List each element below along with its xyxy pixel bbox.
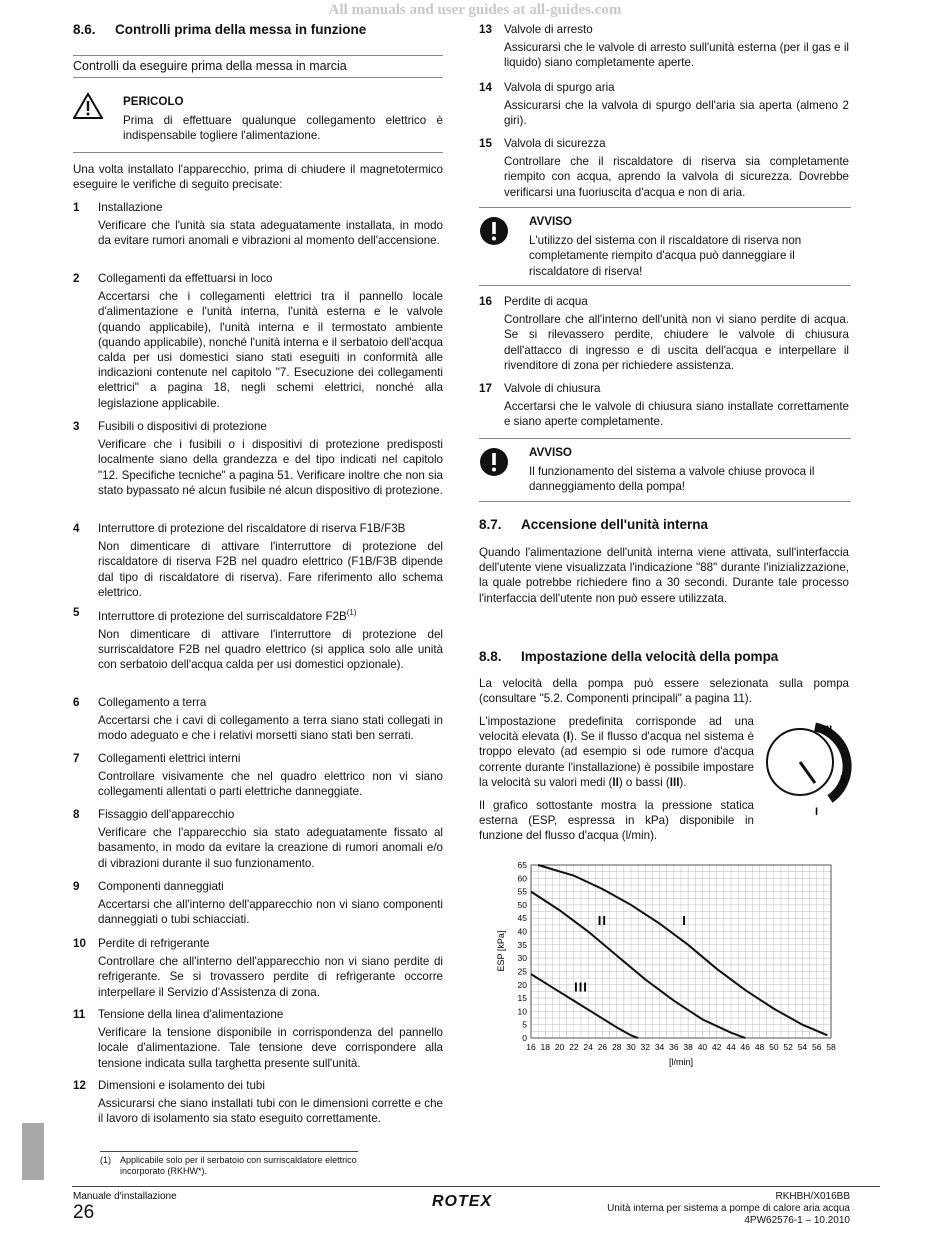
item-body: Accertarsi che le valvole di chiusura siano installate correttamente e siano aperte completamente. [504,400,849,429]
footnote-mark: (1) [100,1155,111,1165]
exclamation-icon [479,216,509,246]
y-tick-label: 45 [517,913,527,924]
y-tick-label: 20 [517,979,527,990]
x-tick-labels [526,1042,836,1052]
x-tick-label: 22 [569,1042,579,1052]
item-title [98,879,443,894]
x-tick-label: 28 [611,1042,622,1052]
speed-label: II [612,775,619,789]
x-tick-label: 20 [554,1042,565,1052]
x-tick-label: 38 [683,1042,693,1052]
item-title-text: Interruttore di protezione del surriscaldatore F2B [98,609,347,623]
item-body: Accertarsi che i cavi di collegamento a terra siano stati collegati in modo adeguato e che i relativi morsetti siano stati ben serrati. [98,714,443,743]
y-tick-label: 60 [517,873,527,884]
x-tick-label: 24 [583,1042,593,1052]
item-title-text: Valvola di sicurezza [504,137,606,150]
item-number: 3 [73,420,80,433]
section-87-body: Quando l'alimentazione dell'unità interna viene attivata, sull'interfaccia dell'utente viene visualizzata l'indicazione "88" durante l'inizializzazione, la quale potrebbe richiedere fino a 30 secondi. Durante tale processo l'interfaccia dell'utente non può essere utilizzata. [479,546,849,605]
item-title [504,381,849,396]
notice-text: Il funzionamento del sistema a valvole chiuse provoca il danneggiamento della pompa! [529,465,815,494]
y-tick-label: 50 [517,899,527,910]
item-number: 14 [479,81,492,94]
section-heading-8-6 [73,22,443,37]
x-tick-label: 30 [626,1042,636,1052]
item-number: 16 [479,295,492,308]
footer-rule [72,1186,880,1187]
y-axis-label: ESP [kPa] [496,930,506,972]
item-title-text: Tensione della linea d'alimentazione [98,1008,284,1021]
item-title-text: Collegamenti elettrici interni [98,752,241,765]
item-number: 7 [73,752,80,765]
item-number: 10 [73,937,86,950]
item-title [98,1078,443,1093]
dial-label-ii: II [840,774,847,786]
item-title [98,751,443,766]
item-body: Non dimenticare di attivare l'interruttore di protezione del surriscaldatore F2B nel quadro elettrico (si applica solo alle unità con serbatoio dell'acqua calda per usi domestici opzionale). [98,628,443,672]
x-tick-label: 48 [754,1042,765,1052]
item-body: Controllare visivamente che nel quadro elettrico non vi siano collegamenti allentati o parti elettriche danneggiate. [98,770,443,799]
x-tick-label: 52 [783,1042,793,1052]
item-number: 17 [479,382,492,395]
x-tick-label: 50 [769,1042,779,1052]
y-tick-label: 15 [517,993,527,1004]
checklist-item [479,80,849,129]
document-description: Unità interna per sistema a pompe di calore aria acqua [607,1203,850,1214]
x-tick-label: 34 [654,1042,665,1052]
item-number: 13 [479,23,492,36]
pump-speed-dial-icon [760,715,860,820]
section-title: Impostazione della velocità della pompa [521,649,779,664]
item-title-text: Valvole di chiusura [504,382,601,395]
item-title [98,936,443,951]
checklist-item [73,695,443,744]
item-number: 12 [73,1079,86,1092]
item-body: Assicurarsi che la valvola di spurgo dell'aria sia aperta (almeno 2 giri). [504,99,849,128]
footnote-rule [100,1151,358,1152]
item-title-text: Fissaggio dell'apparecchio [98,808,235,821]
item-title-text: Perdite di refrigerante [98,937,210,950]
series-label-ii: II [597,912,608,928]
dial-label-i: I [815,806,819,818]
esp-flow-chart [493,855,843,1075]
x-axis-label: [l/min] [668,1057,694,1067]
x-tick-label: 18 [540,1042,551,1052]
exclamation-icon [479,447,509,477]
item-title [98,695,443,710]
x-tick-label: 36 [669,1042,679,1052]
dial-label-iii: III [823,724,833,736]
checklist-item [479,136,849,200]
y-tick-label: 65 [517,860,527,870]
checklist-item [73,751,443,800]
item-title [98,807,443,822]
item-body: Controllare che all'interno dell'unità non vi siano perdite di acqua. Se si rilevassero perdite, chiudere le valvole di chiusura dell'attacco di ingresso e di uscita dell'acqua e interpellare il rivenditore di zona per richiedere assistenza. [504,313,849,372]
series-line-i [538,865,827,1035]
checklist-item [73,1078,443,1127]
warning-triangle-icon [73,92,103,120]
x-tick-label: 56 [811,1042,822,1052]
y-tick-label: 55 [517,886,527,897]
footnote-text: Applicabile solo per il serbatoio con surriscaldatore elettrico incorporato (RKHW*). [120,1155,357,1176]
checklist-item [479,294,849,373]
x-tick-label: 16 [526,1042,536,1052]
footnote-ref: (1) [346,608,357,617]
item-title [504,294,849,309]
item-title [98,521,443,536]
x-tick-label: 58 [826,1042,836,1052]
checklist-item [73,807,443,871]
item-title-text: Installazione [98,201,163,214]
x-tick-label: 54 [797,1042,808,1052]
item-body: Accertarsi che i collegamenti elettrici tra il pannello locale d'alimentazione e l'unità interna, l'unità esterna e le valvole (quando applicabile), l'unità interna e il termostato ambiente (quando applicabile), nonché l'unità interna e il serbatoio dell'acqua calda per usi domestici siano stati eseguiti in conformità alle indicazioni contenute nel capitolo "7. Esecuzione dei collegamenti elettrici" a pagina 18, negli schemi elettrici, nonché alla legislazione applicabile. [98,290,443,410]
checklist-item [73,271,443,411]
item-title [98,605,443,624]
y-tick-label: 5 [522,1019,527,1030]
item-number: 11 [73,1008,86,1021]
item-number: 2 [73,272,80,285]
danger-box [73,86,443,150]
x-tick-label: 32 [640,1042,651,1052]
section-number: 8.7. [479,517,502,532]
section-title: Controlli prima della messa in funzione [115,22,367,37]
item-number: 1 [73,201,80,214]
series-label-iii: III [574,979,588,995]
footer-right [607,1191,850,1227]
text-span: ) o bassi ( [618,775,670,789]
checklist-item [479,381,849,430]
item-title [504,136,849,151]
item-body: Controllare che all'interno dell'apparecchio non vi siano perdite di refrigerante. Se si trovassero perdite di refrigerante occorre interpellare il Servizio d'Assistenza di zona. [98,955,443,999]
section-number: 8.6. [73,22,96,37]
item-body: Assicurarsi che siano installati tubi con le dimensioni corrette e che il lavoro di isolamento sia stato eseguito correttamente. [98,1097,443,1126]
item-title [98,200,443,215]
section-88-p2 [479,714,754,790]
speed-label: I [566,730,570,744]
brand-logo: ROTEX [432,1193,493,1210]
item-body: Assicurarsi che le valvole di arresto sull'unità esterna (per il gas e il liquido) siano completamente aperte. [504,41,849,70]
checklist-item [73,521,443,600]
checklist-item [73,936,443,1000]
item-title-text: Valvole di arresto [504,23,593,36]
page-number: 26 [73,1202,95,1223]
checklist-item [479,22,849,71]
notice-box-1 [479,207,851,286]
chart-grid [531,865,831,1038]
model-code: RKHBH/X016BB [775,1191,850,1202]
divider [73,152,443,153]
notice-text: L'utilizzo del sistema con il riscaldatore di riserva non completamente riempito d'acqua può danneggiare il riscaldatore di riserva! [529,234,802,278]
watermark: All manuals and user guides at all-guides.com [328,2,622,18]
item-body: Verificare la tensione disponibile in corrispondenza del pannello locale d'alimentazione. Tale tensione deve corrispondere alla tensione indicata sulla targhetta presente sull'unità. [98,1026,443,1070]
item-title [98,419,443,434]
y-tick-label: 30 [517,953,527,964]
checklist-item [73,605,443,673]
section-number: 8.8. [479,649,502,664]
y-tick-label: 10 [517,1006,527,1017]
y-tick-label: 40 [517,926,527,937]
y-tick-label: 25 [517,966,527,977]
document-code: 4PW62576-1 – 10.2010 [744,1215,850,1226]
series-label-i: I [682,912,687,928]
item-title [504,80,849,95]
x-tick-label: 46 [740,1042,751,1052]
x-tick-label: 40 [697,1042,708,1052]
footer-left-title: Manuale d'installazione [73,1191,177,1202]
item-body: Verificare che i fusibili o i dispositivi di protezione predisposti localmente siano della grandezza e del tipo indicati nel capitolo "12. Specifiche tecniche" a pagina 51. Verificare inoltre che non sia stato bypassato né alcun fusibile né alcun dispositivo di protezione. [98,438,443,497]
intro-paragraph: Una volta installato l'apparecchio, prima di chiudere il magnetotermico eseguire le verifiche di seguito precisate: [73,163,443,192]
item-title-text: Dimensioni e isolamento dei tubi [98,1079,265,1092]
checklist-item [73,879,443,928]
section-88-p3: Il grafico sottostante mostra la pressione statica esterna (ESP, espressa in kPa) disponibile in funzione del flusso d'acqua (l/min). [479,799,754,843]
danger-text: Prima di effettuare qualunque collegamento elettrico è indispensabile togliere l'alimentazione. [123,114,443,143]
speed-label: III [669,775,680,789]
item-title-text: Collegamenti da effettuarsi in loco [98,272,273,285]
text-span: ). Se il flusso d'acqua nel sistema è troppo elevato (ad esempio si ode rumore d'acqua corrente durante l'installazione) è possibile impostare la velocità su valori medi ( [479,730,754,789]
item-body: Verificare che l'unità sia stata adeguatamente installata, in modo da evitare rumori anomali e vibrazioni al momento dell'accensione. [98,219,443,248]
x-tick-label: 42 [711,1042,722,1052]
item-body: Non dimenticare di attivare l'interruttore di protezione del riscaldatore di riserva F2B nel quadro elettrico (F1B/F3B dipende dal tipo di riscaldatore di riserva). Fare riferimento allo schema elettrico. [98,540,443,599]
item-number: 15 [479,137,492,150]
text-span: L'impostazione predefinita corrisponde ad una velocità elevata ( [479,715,754,744]
section-title: Accensione dell'unità interna [521,517,709,532]
item-title-text: Componenti danneggiati [98,880,224,893]
section-heading-8-7 [479,517,851,532]
page-tab [22,1123,44,1180]
item-title-text: Collegamento a terra [98,696,207,709]
item-number: 9 [73,880,80,893]
subsection-title: Controlli da eseguire prima della messa in marcia [73,55,443,78]
item-title [98,1007,443,1022]
item-number: 6 [73,696,80,709]
footnote [100,1155,380,1177]
checklist-item [73,419,443,498]
item-number: 8 [73,808,80,821]
x-tick-label: 26 [597,1042,608,1052]
y-tick-labels [518,860,528,1043]
item-body: Accertarsi che all'interno dell'apparecchio non vi siano componenti danneggiati o tubi schiacciati. [98,898,443,927]
checklist-item [73,1007,443,1071]
item-title-text: Valvola di spurgo aria [504,81,615,94]
notice-box-2 [479,438,851,502]
item-body: Verificare che l'apparecchio sia stato adeguatamente fissato al basamento, in modo da evitare la creazione di rumori anomali e/o di vibrazioni durante il suo funzionamento. [98,826,443,870]
danger-title: PERICOLO [123,95,184,108]
item-title-text: Perdite di acqua [504,295,588,308]
item-number: 5 [73,606,80,619]
text-span: ). [679,775,687,789]
x-tick-label: 44 [726,1042,736,1052]
item-title-text: Fusibili o dispositivi di protezione [98,420,267,433]
item-number: 4 [73,522,80,535]
section-88-p1: La velocità della pompa può essere selezionata sulla pompa (consultare "5.2. Componenti principali" a pagina 11). [479,677,849,706]
item-title [98,271,443,286]
y-tick-label: 0 [522,1033,527,1043]
y-tick-label: 35 [517,939,527,950]
item-body: Controllare che il riscaldatore di riserva sia completamente riempito con acqua, aprendo la valvola di sicurezza. Dovrebbe verificarsi una fuoriuscita d'acqua e non di aria. [504,155,849,199]
item-title [504,22,849,37]
checklist-item [73,200,443,249]
item-title-text: Interruttore di protezione del riscaldatore di riserva F1B/F3B [98,522,406,535]
notice-title: AVVISO [529,215,572,228]
section-heading-8-8 [479,649,851,664]
notice-title: AVVISO [529,446,572,459]
